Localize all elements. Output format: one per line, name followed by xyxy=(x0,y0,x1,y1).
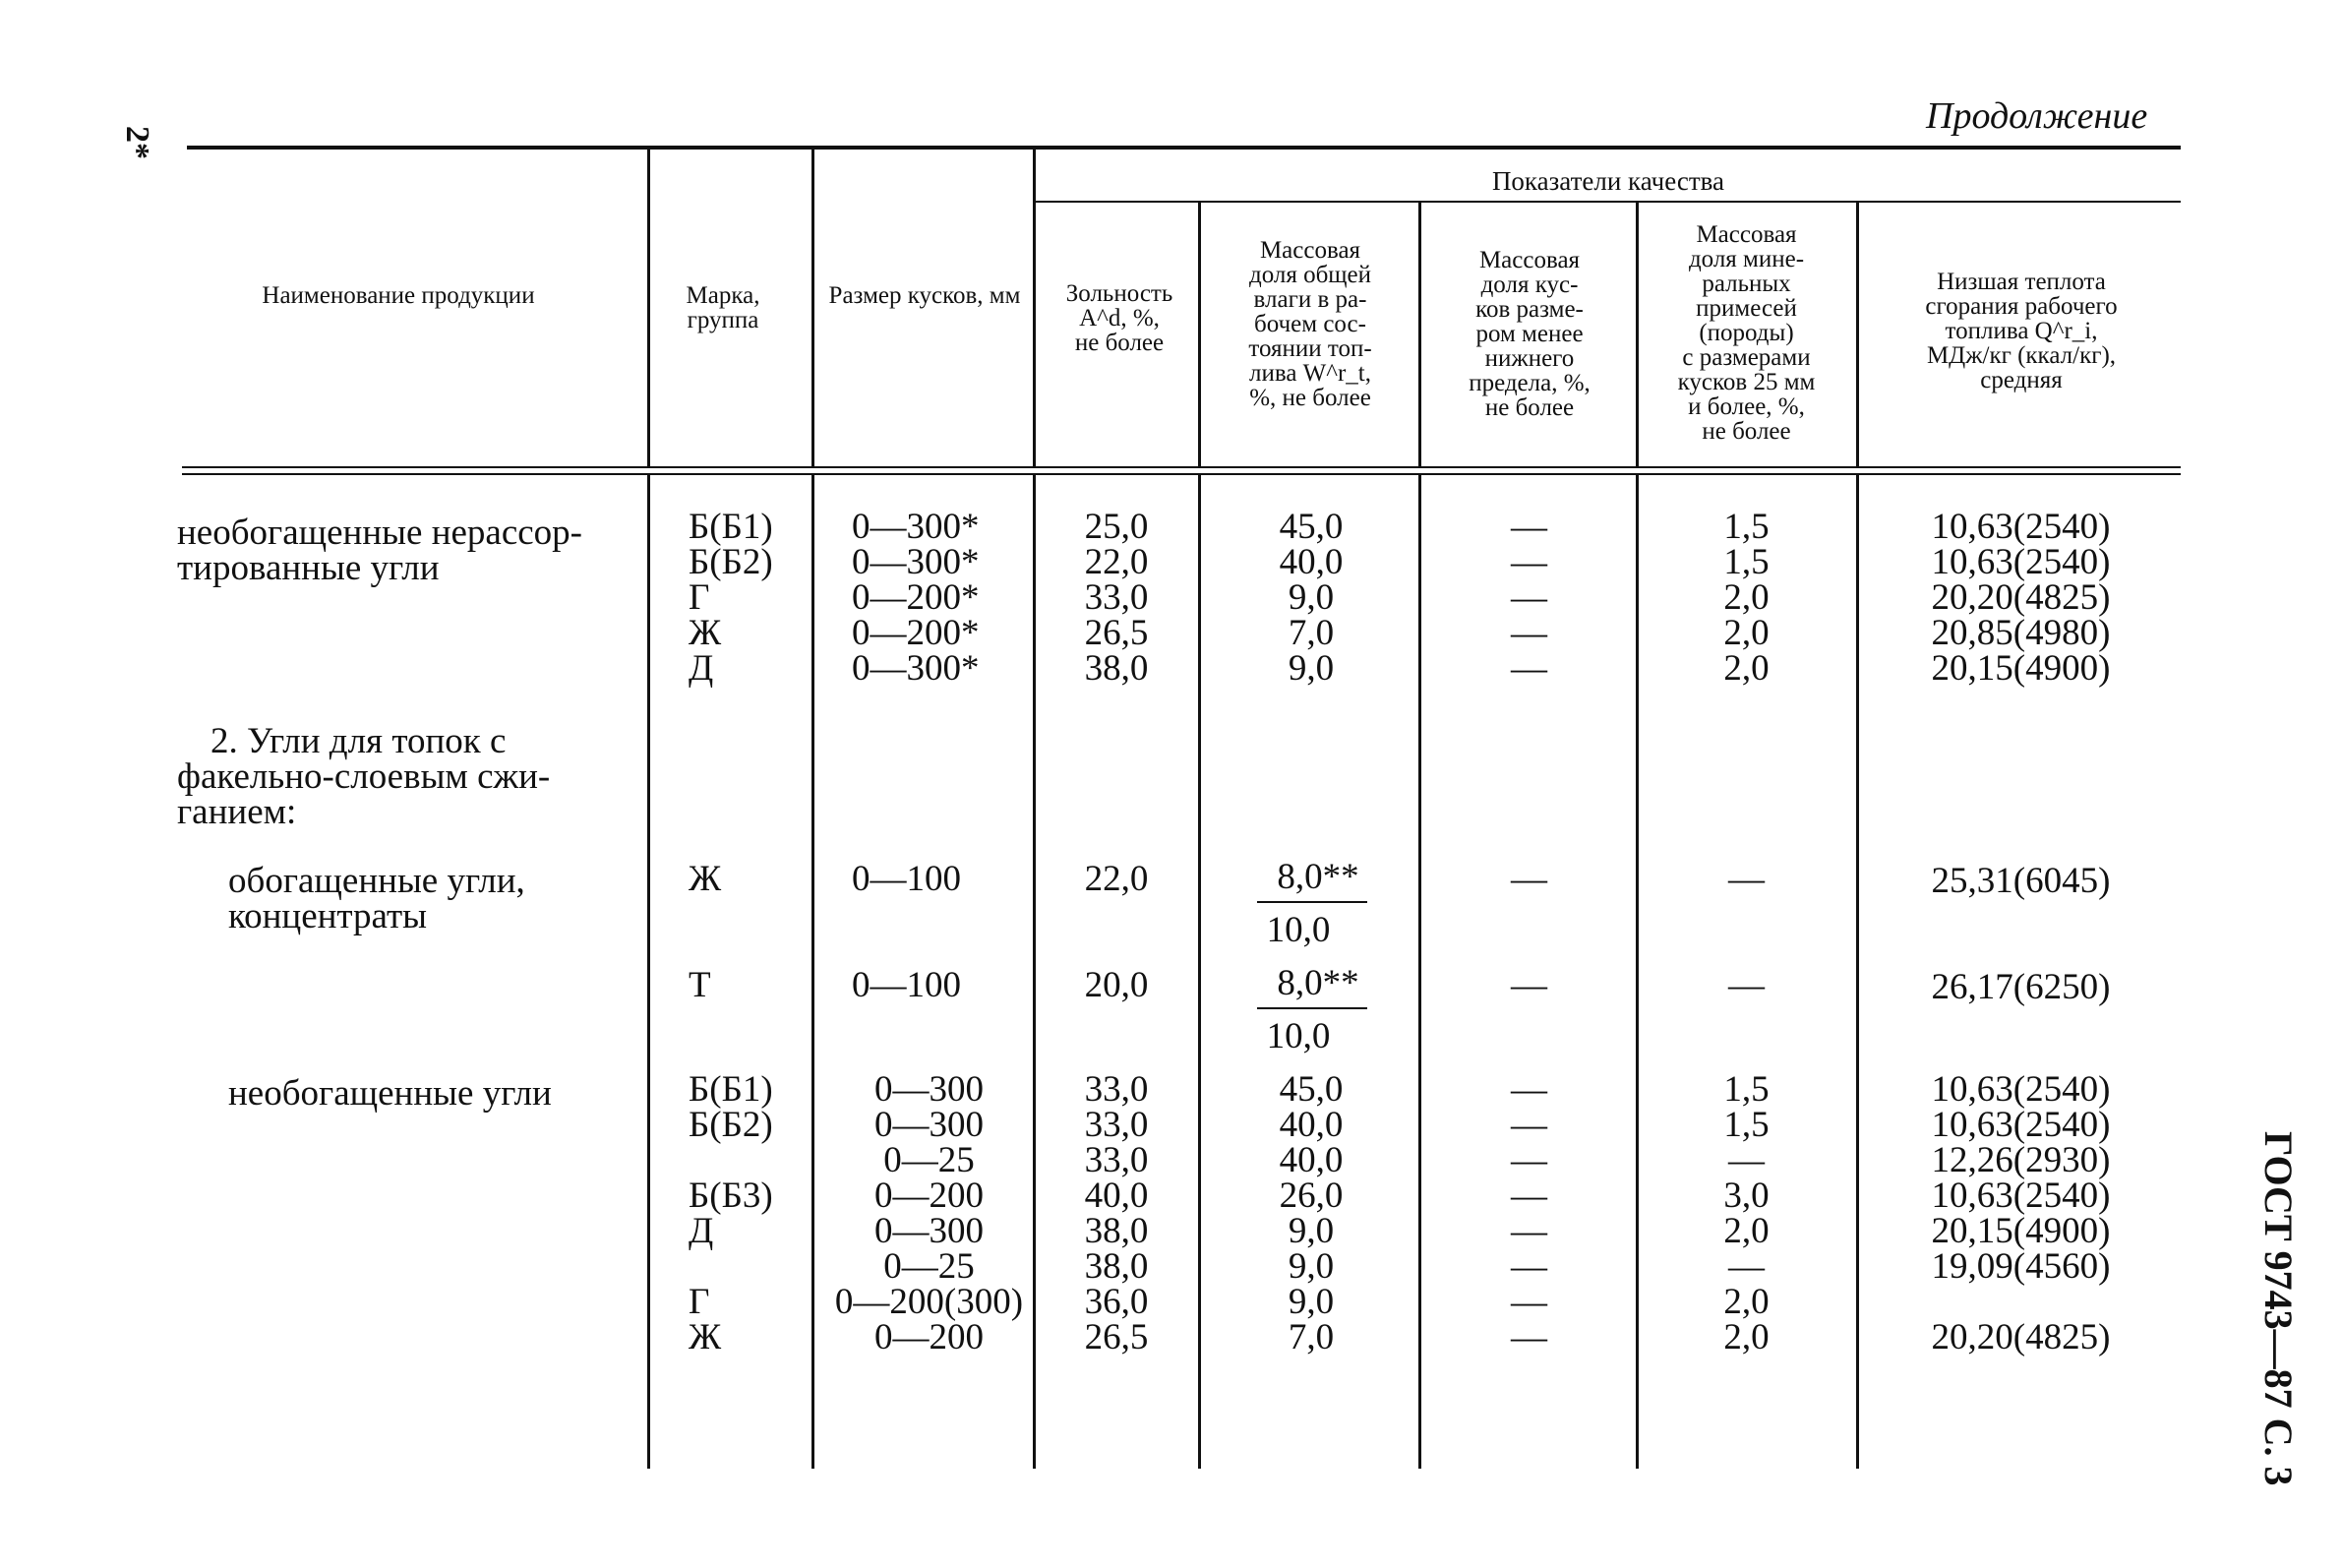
s2-row1-moisture-bottom: 10,0 xyxy=(1266,910,1331,950)
header-heat: Низшая теплота сгорания рабочего топлива Q^r_i, МДж/кг (ккал/кг), средняя xyxy=(1925,269,2118,393)
col-divider-4 xyxy=(1198,203,1201,466)
s2-name: обогащенные угли, концентраты xyxy=(228,861,525,936)
s2-row1-size: 0—100 xyxy=(852,859,961,899)
s2-row1-heat: 25,31(6045) xyxy=(1931,861,2111,901)
s2-row2-ash: 20,0 xyxy=(1084,965,1149,1005)
s2-row1-ash: 22,0 xyxy=(1084,859,1149,899)
table-top-rule xyxy=(187,146,2181,150)
header-rule-2 xyxy=(182,473,2181,475)
s1-mineral-col: 1,5 1,5 2,0 2,0 2,0 xyxy=(1723,507,1770,689)
header-moisture: Массовая доля общей влаги в ра- бочем сос- тоянии топ- лива W^r_t, %, не более xyxy=(1248,237,1372,411)
header-fines: Массовая доля кус- ков разме- ром менее нижнего предела, %, не более xyxy=(1469,247,1591,421)
s1-grade-col: Б(Б1) Б(Б2) Г Ж Д xyxy=(689,507,773,689)
s2-row2-heat: 26,17(6250) xyxy=(1931,967,2111,1007)
s2-row1-fraction-bar xyxy=(1257,901,1367,903)
s3-mineral-col: 1,5 1,5 — 3,0 2,0 — 2,0 2,0 xyxy=(1723,1069,1770,1357)
header-name: Наименование продукции xyxy=(262,282,535,309)
side-page-label: ГОСТ 9743—87 С. 3 xyxy=(2256,1131,2301,1486)
body-divider-1 xyxy=(647,475,650,1469)
corner-mark: 2* xyxy=(119,126,155,159)
s3-name: необогащенные угли xyxy=(228,1073,552,1114)
s1-size-col: 0—300* 0—300* 0—200* 0—200* 0—300* xyxy=(852,507,980,689)
s2-row2-mineral: — xyxy=(1728,965,1765,1005)
body-divider-4 xyxy=(1198,475,1201,1469)
col-divider-5 xyxy=(1418,203,1421,466)
body-divider-7 xyxy=(1856,475,1859,1469)
quality-header-rule xyxy=(1035,201,2181,203)
col-divider-3 xyxy=(1033,150,1036,466)
col-divider-7 xyxy=(1856,203,1859,466)
s2-row2-fraction-bar xyxy=(1257,1007,1367,1009)
s2-row2-fines: — xyxy=(1511,965,1547,1005)
header-quality: Показатели качества xyxy=(1491,166,1725,196)
s2-row2-size: 0—100 xyxy=(852,965,961,1005)
s3-ash-col: 33,0 33,0 33,0 40,0 38,0 38,0 36,0 26,5 xyxy=(1084,1069,1149,1357)
header-size: Размер кусков, мм xyxy=(828,282,1021,309)
section-2-heading: 2. Угли для топок с факельно-слоевым сжи- ганием: xyxy=(177,721,551,832)
col-divider-2 xyxy=(811,150,814,466)
s1-name: необогащенные нерассор- тированные угли xyxy=(177,513,583,588)
body-divider-3 xyxy=(1033,475,1036,1469)
header-mineral: Массовая доля мине- ральных примесей (породы) с размерами кусков 25 мм и более, %, не более xyxy=(1677,221,1816,445)
body-divider-5 xyxy=(1418,475,1421,1469)
s3-moisture-col: 45,0 40,0 40,0 26,0 9,0 9,0 9,0 7,0 xyxy=(1279,1069,1344,1357)
s3-fines-col: — — — — — — — — xyxy=(1511,1069,1547,1357)
header-ash: Зольность A^d, %, не более xyxy=(1065,280,1173,356)
body-divider-6 xyxy=(1636,475,1639,1469)
s2-row2-grade: Т xyxy=(689,965,711,1005)
continuation-title: Продолжение xyxy=(1926,95,2148,137)
s2-row1-fines: — xyxy=(1511,859,1547,899)
col-divider-1 xyxy=(647,150,650,466)
s1-fines-col: — — — — — xyxy=(1511,507,1547,689)
s2-row1-mineral: — xyxy=(1728,859,1765,899)
header-grade: Марка, группа xyxy=(686,282,760,333)
s1-moisture-col: 45,0 40,0 9,0 7,0 9,0 xyxy=(1279,507,1344,689)
s1-ash-col: 25,0 22,0 33,0 26,5 38,0 xyxy=(1084,507,1149,689)
s3-grade-col: Б(Б1) Б(Б2) Б(Б3) Д Г Ж xyxy=(689,1069,773,1357)
s3-heat-col: 10,63(2540) 10,63(2540) 12,26(2930) 10,63(2540) 20,15(4900) 19,09(4560) 20,20(4825) xyxy=(1931,1069,2111,1357)
s3-size-col: 0—300 0—300 0—25 0—200 0—300 0—25 0—200(300) 0—200 xyxy=(834,1069,1024,1357)
s2-row2-moisture-bottom: 10,0 xyxy=(1266,1016,1331,1056)
header-rule-1 xyxy=(182,466,2181,468)
s1-heat-col: 10,63(2540) 10,63(2540) 20,20(4825) 20,85(4980) 20,15(4900) xyxy=(1931,507,2111,689)
col-divider-6 xyxy=(1636,203,1639,466)
s2-row2-moisture-top: 8,0** xyxy=(1277,963,1359,1003)
body-divider-2 xyxy=(811,475,814,1469)
s2-row1-grade: Ж xyxy=(689,859,722,899)
s2-row1-moisture-top: 8,0** xyxy=(1277,857,1359,897)
